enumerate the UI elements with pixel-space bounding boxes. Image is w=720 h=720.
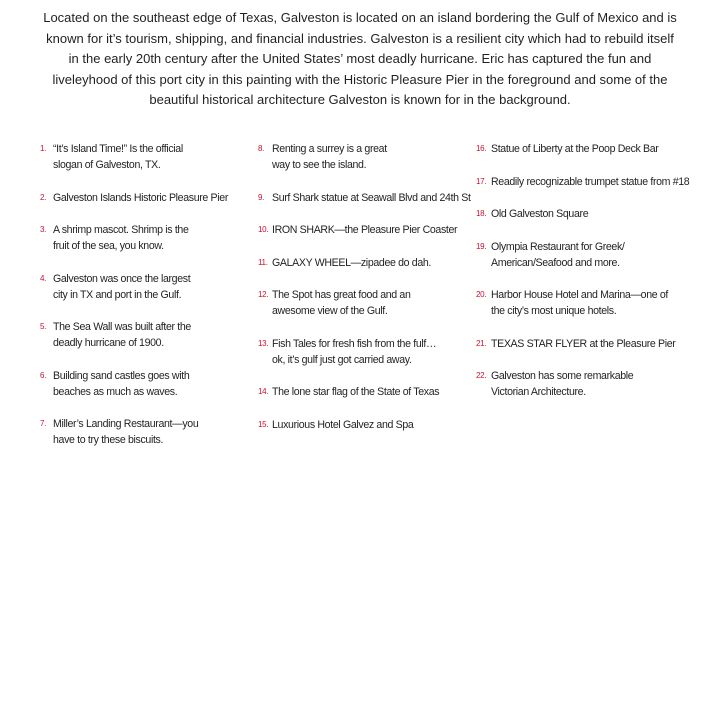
legend-item-7 [40, 416, 235, 448]
item-number: 4. [40, 273, 47, 283]
item-number: 16. [476, 144, 487, 153]
item-number: 12. [258, 290, 269, 299]
item-number: 6. [40, 370, 47, 380]
legend-item-14 [258, 384, 473, 400]
legend-column-3 [476, 141, 706, 400]
item-text: Galveston was once the largest city in TX and port in the Gulf. [53, 272, 191, 301]
item-number: 19. [476, 241, 487, 251]
item-text: Luxurious Hotel Galvez and Spa [272, 418, 414, 431]
legend-column-1 [40, 141, 235, 448]
legend-item-3 [40, 222, 235, 254]
item-text: The Sea Wall was built after the deadly hurricane of 1900. [53, 321, 191, 349]
item-text: A shrimp mascot. Shrimp is the fruit of the sea, you know. [53, 224, 189, 252]
item-text: “It’s Island Time!” Is the official slogan of Galveston, TX. [53, 143, 183, 171]
item-text: The Spot has great food and an awesome view of the Gulf. [272, 289, 411, 317]
item-text: Old Galveston Square [491, 208, 589, 220]
legend-item-4 [40, 271, 235, 303]
item-number: 1. [40, 144, 47, 153]
legend-item-16 [476, 141, 706, 157]
item-number: 5. [40, 322, 47, 331]
item-number: 13. [258, 338, 269, 348]
item-text: Galveston has some remarkable Victorian Architecture. [491, 370, 634, 398]
item-text: Surf Shark statue at Seawall Blvd and 24th St [272, 191, 471, 204]
item-number: 11. [258, 257, 268, 267]
item-number: 7. [40, 419, 47, 428]
legend-item-20 [476, 287, 706, 319]
legend-item-1 [40, 141, 235, 173]
item-text: Olympia Restaurant for Greek/ American/Seafood and more. [491, 240, 625, 269]
legend-item-8 [258, 141, 473, 173]
legend-item-12 [258, 287, 473, 319]
item-number: 15. [258, 419, 269, 429]
item-text: Building sand castles goes with beaches as much as waves. [53, 369, 190, 398]
legend-item-6 [40, 368, 235, 400]
item-text: Renting a surrey is a great way to see the island. [272, 143, 387, 171]
item-number: 22. [476, 371, 487, 380]
legend-item-10 [258, 222, 473, 238]
item-number: 18. [476, 209, 487, 218]
item-text: The lone star flag of the State of Texas [272, 386, 440, 398]
legend-item-9 [258, 190, 473, 206]
legend-item-22 [476, 368, 706, 400]
item-number: 9. [258, 192, 265, 202]
legend-item-11 [258, 255, 473, 271]
item-number: 10. [258, 225, 269, 234]
item-text: Harbor House Hotel and Marina—one of the city’s most unique hotels. [491, 289, 669, 317]
item-text: Fish Tales for fresh fish from the fulf… ok, it’s gulf just got carried away. [272, 337, 437, 366]
item-text: IRON SHARK—the Pleasure Pier Coaster [272, 224, 458, 236]
legend-item-17 [476, 174, 706, 190]
legend-item-18 [476, 206, 706, 222]
item-text: GALAXY WHEEL—zipadee do dah. [272, 256, 432, 269]
legend-item-15 [258, 417, 473, 433]
legend-item-19 [476, 239, 706, 271]
legend-item-5 [40, 319, 235, 351]
item-number: 17. [476, 176, 487, 186]
intro-paragraph: Located on the southeast edge of Texas, Galveston is located on an island bordering the Gulf of Mexico and is known for it’s tourism, shipping, and financial industries. Galveston is a resilient city which had to rebuild itself in the early 20th century after the United States’ most deadly hurricane. Eric has captured the fun and liveleyhood of this port city in this painting with the Historic Pleasure Pier in the foreground and some of the beautiful historical architecture Galveston is known for in the background. [43, 10, 677, 107]
legend-item-21 [476, 336, 706, 352]
item-number: 14. [258, 387, 269, 396]
item-text: Readily recognizable trumpet statue from #18 [491, 175, 690, 188]
legend-item-13 [258, 336, 473, 368]
item-number: 2. [40, 192, 47, 202]
item-number: 3. [40, 225, 47, 234]
legend-item-2 [40, 190, 235, 206]
item-text: TEXAS STAR FLYER at the Pleasure Pier [491, 337, 676, 350]
item-text: Miller’s Landing Restaurant—you have to try these biscuits. [53, 418, 199, 446]
item-number: 8. [258, 144, 265, 153]
legend-column-2 [258, 141, 473, 433]
item-number: 21. [476, 338, 487, 348]
item-number: 20. [476, 290, 487, 299]
item-text: Galveston Islands Historic Pleasure Pier [53, 191, 229, 204]
item-text: Statue of Liberty at the Poop Deck Bar [491, 143, 659, 155]
